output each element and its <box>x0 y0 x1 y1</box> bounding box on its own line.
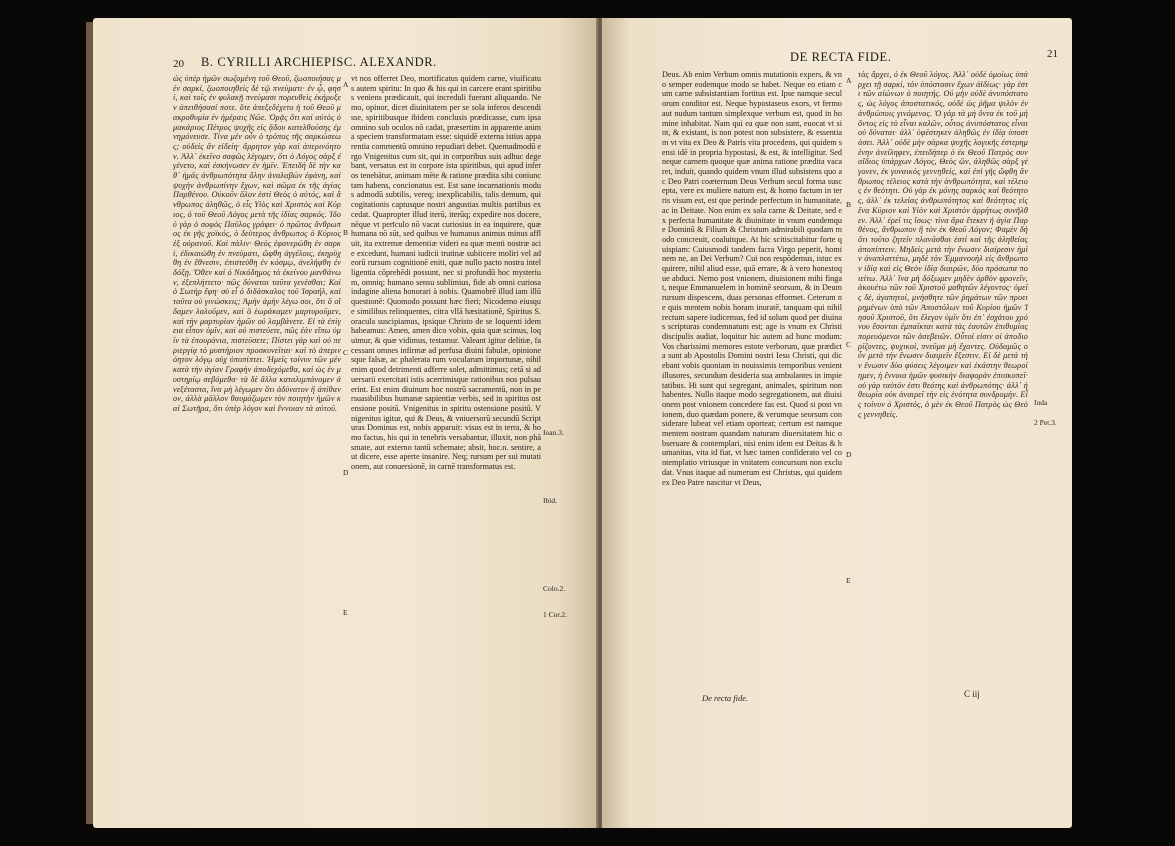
margin-note: Iuda <box>1034 398 1048 407</box>
left-page <box>93 18 598 828</box>
margin-note: Ioan.3. <box>543 428 564 437</box>
margin-note: E <box>846 576 851 585</box>
latin-column: Deus. Ab enim Verbum omnis mutationis expers, & vno semper eodemque modo se habet. Neque eo etiam cum carne subsistantiam fortitus est. Ipse namque seculorum conditor est. Neque hypostaseos exors, vt fermo aut nudum tantum simplexque verbum est, quod in homine inhabitat. Nam qui ea quæ non sunt, euocat vt sint, & existant, is non potest non subsistere, & essentiam vt vita ex Deo & Patris vita procedens, qui quidem sensi idē in propria hypostasi, & est, & intelligitur. Sed neque carnem quoque quæ anima ratione prædita vacaret, induit, quando quidem vnum illud subsistens quo ac Deo Patri coæternum Deus Verbum secul forma suscepta, vere ex muliere natum est, & homo factum in terris visum est, est que perinde perfectum in humanitate, ac in Deitate. Non enim ex sola carne & Deitate, sed ex perfecta humanitate & diuinitate in vnum eundemque Dominū & Filium & Christum admirabili quodam modo concreuit, coaluitque. At hic scitiscitabitur forte quispiam: Cuiusmodi tandem facra Virgo peperit, hominem ne, an Dei Verbum? Cui nos respōdemus, istuc exquirere, nihil aliud esse, quā errare, & à vero honestoque abduci. Nemo post vnionem, diuisionem mihi fingat, neque Emmanuelem in hominē seorsum, & in Deum rursum dispescens, duas personas efformet. Ceterum ne quis mentem nobis horam inuratē, tanquam qui nihil rectum sapere iudicemus, fed id solum quod per diuinas scripturas condemnatum est; age is vnum ex Christi discipulis audiat, loquitur hic autem ad hunc modum: Vos charissimi memores estote verborum, quæ prædicta sunt ab Apostolis Domini nostri Iesu Christi, qui dicebant vobis quoniam in nouissimis temporibus venient illusores, secundum desideria sua ambulantes in impietatibus. Hi sunt qui segregant, animales, spiritum non habentes. Nullo itaque modo segregationem, aut diuisionem post vnionem concedere fas est. Quod si post vnionem, duo quædam ponere, & verumque seorsum considerare lubeat vel etiam oporteat; certum est namque mentem nostram quandam naturam diuersitatem hic obseruare & contemplari, nisi enim idem est Deitas & humanitas, vita id fiat, vt hæc tamen confiderato vel contemplatio vtriusque in vnitatem concursum non excludat. Vnus itaque ad numerum est Christus, qui quidem ex Deo Patre nascitur vt Deus, <box>662 70 842 487</box>
margin-note: Ibid. <box>543 496 557 505</box>
margin-note: C <box>846 340 852 349</box>
right-page <box>602 18 1072 828</box>
margin-note: Colo.2. <box>543 584 566 593</box>
running-head: B. CYRILLI ARCHIEPISC. ALEXANDR. <box>201 55 437 69</box>
margin-note: D <box>343 468 349 477</box>
page-number: 20 <box>173 58 184 70</box>
greek-column: ὡς ὑπὲρ ἡμῶν σωζομένη τοῦ Θεοῦ, ζωοποιήσας μὲν σαρκί, ζωοποιηθεὶς δὲ τῷ πνεύματι· ἐν ᾧ, φησί, καὶ τοῖς ἐν φυλακῇ πνεύμασι πορευθεὶς ἐκήρυξεν ἀπειθήσασί ποτε. ὅτε ἀπεξεδέχετο ἡ τοῦ Θεοῦ μακροθυμία ἐν ἡμέραις Νῶε. Ὁρᾷς ὅτι καὶ αὐτὸς ὁ μακάριος Πέτρος ψυχῆς εἰς ᾅδου κατελθούσης ἐμνημόνευσε. Τίνα μὲν οὖν ὁ τρόπος τῆς σαρκώσεως; οὐδεὶς ἂν εἰδείη· ἄρρητον γὰρ καὶ ἀπερινόητον. Ἀλλ᾽ ἐκεῖνο σαφῶς λέγομεν, ὅτι ὁ Λόγος σὰρξ ἐγένετο, καὶ ἐσκήνωσεν ἐν ἡμῖν. Ἐπειδὴ δὲ τὴν καθ᾽ ἡμᾶς ἀνθρωπότητα ὅλην ἀναλαβὼν ἐφάνη, καὶ ψυχὴν ἀνθρωπίνην ἔχων, καὶ σῶμα ἐκ τῆς ἁγίας Παρθένου. Οὐκοῦν ὅλον ἐστὶ Θεὸς ὁ αὐτός, καὶ ἄνθρωπος ἀληθῶς, ὁ εἷς Υἱὸς καὶ Χριστὸς καὶ Κύριος, ὁ τοῦ Θεοῦ Λόγος μετὰ τῆς ἰδίας σαρκός. Ἰδοὺ γὰρ ὁ σοφὸς Παῦλος γράφει· ὁ πρῶτος ἄνθρωπος ἐκ γῆς χοϊκός, ὁ δεύτερος ἄνθρωπος ὁ Κύριος ἐξ οὐρανοῦ. Καὶ πάλιν· Θεὸς ἐφανερώθη ἐν σαρκί, ἐδικαιώθη ἐν πνεύματι, ὤφθη ἀγγέλοις, ἐκηρύχθη ἐν ἔθνεσιν, ἐπιστεύθη ἐν κόσμῳ, ἀνελήφθη ἐν δόξῃ. Ὅθεν καὶ ὁ Νικόδημος τὰ ἐκείνου μανθάνων, ἐξεπλήττετο· πῶς δύναται ταῦτα γενέσθαι; Καὶ ὁ Σωτὴρ ἔφη· σὺ εἶ ὁ διδάσκαλος τοῦ Ἰσραήλ, καὶ ταῦτα οὐ γινώσκεις; Ἀμὴν ἀμὴν λέγω σοι, ὅτι ὃ οἴδαμεν λαλοῦμεν, καὶ ὃ ἑωράκαμεν μαρτυροῦμεν, καὶ τὴν μαρτυρίαν ἡμῶν οὐ λαμβάνετε. Εἰ τὰ ἐπίγεια εἶπον ὑμῖν, καὶ οὐ πιστεύετε, πῶς ἐὰν εἴπω ὑμῖν τὰ ἐπουράνια, πιστεύσετε; Πίστει γὰρ καὶ οὐ περιεργίᾳ τὸ μυστήριον προσκυνεῖται· καὶ τὸ ἀπερινόητον λόγῳ οὐχ ὑποπίπτει. Ἡμεῖς τοίνυν τῶν μὲν κατὰ τὴν ἁγίαν Γραφὴν ἀποδεχόμεθα, καὶ ὡς ἐν μυστηρίῳ σεβόμεθα· τὰ δὲ ἄλλα καταλιμπάνομεν ἀνεξέταστα, ἵνα μὴ λέγωμεν ὅτι ἀδύνατον ἢ ἀπίθανον, ἀλλὰ μᾶλλον θαυμάζωμεν τὸν ποιητὴν ἡμῶν καὶ Σωτῆρα, ὅτι ὑπὲρ λόγον καὶ ἔννοιαν τὰ αὐτοῦ. <box>173 74 341 413</box>
signature-mark: C iij <box>964 689 980 699</box>
margin-note: 1 Cor.2. <box>543 610 567 619</box>
page-number: 21 <box>1047 48 1058 60</box>
latin-column: vt nos offerret Deo, mortificatus quidem carne, viuificatus autem spiritu: In quo & his qui in carcere erant spiritibus veniens prædicauit, qui increduli fuerant aliquando. Nemo, opinor, dicet diuinitatem per se sola inferos descendisse, spiritibusque ibidem conclusis prædicasse, cum ipsa omnino sub oculos nō cadat, præsertim in apparente anima speciem transformatam esse: siquidē externa istius apparentia commentū omnino repudiari debet. Quemadmodū ergo Vnigenitus cum sit, qui in corporibus suis adhuc degebant, versatus est in corpore ista spiritibus, qui apud inferos tenebātur, animam mēte & ratione prædita sibi coniunctam habens, concionatus est. Est sane incarnationis modus admodū subtilis, vereq; inexplicabilis, talis demum, qui cogitationis captusque nostri angustias multis partibus excedat. Quapropter illud iterū, iterūq; expedire nos docere, nēque vt perīculo nō vacat curiosius in ea inquirere, quæ humana nō sūt, sed quibus ve humanus animus minus affluit, ita extremæ dementiæ videri ea quæ menti nostræ acie excedunt, humani iudicii trutinæ subiicere moliri vel ad eorū rursum cognitionē eniti, quæ nullo pacto nostra intelligentia cōprehēdi possunt, nec si profundū hoc mysterium, omniq; humano sensu sublimius, fide ab omni curiosa indagine aliena honorari à nobis. Quamobrē illud iam illū questionē: Quomodo possunt hæc fieri; Nicodemo eiusque similibus relinquentes, citra vllā hæsitationē, Spiritus S. oracula suscipiamus, ipsique Christo de se loquenti idem habeamus: Amen, amen dico vobis, quia quæ scimus, loquimur, & quæ vidimus, testamur. Valeant igitur delitiæ, facessant omnes infirmæ ad perfusa diuini fabulæ, opinionesque falsæ, ac phalerata rum vocularum importunæ, nihil enim quod detrimenti adferre solet, admittimus; cetā si aduersarii exercitati istis acerrimisque rationibus nos pulsauerint. Est enim diuinum hoc nostrū sacramentū, non in persuasibilibus humanæ sapientiæ verbis, sed in spiritus ostensione positū. Vnigenitus in spiritu ostensione positū. Vnigenitus igitur, qui & Deus, & vniuersorū secundū Scripturas Dominus est, nobis apparuit: visus est in terra, & homo factus, his qui in tenebris versabantur, illuxit, non phāsmate, aut externo tantū schemate; absit, hoc.n. sentire, aut dicere, esse aperte insanire. Neq; rursum per sui mutationem, aut conuersionē, in carnē transformatus est. <box>351 74 541 472</box>
margin-note: A <box>846 76 852 85</box>
margin-note: B <box>846 200 852 209</box>
margin-note: B <box>343 228 349 237</box>
margin-note: D <box>846 450 852 459</box>
margin-letter-a: A <box>343 80 349 89</box>
margin-note: 2 Pet.3. <box>1034 418 1057 427</box>
catchword: De recta fide. <box>702 693 749 703</box>
running-head: DE RECTA FIDE. <box>790 50 892 64</box>
margin-note: C <box>343 348 349 357</box>
greek-column: τὰς ἄρχει, ὁ ἐκ Θεοῦ λόγος. Ἀλλ᾽ οὐδὲ ὁμοίως ὑπάρχει τῇ σαρκί, τὸν ὑπόστασιν ἔχων ἀϊδίως· γὰρ ἐστι τῶν αἰώνων ὁ ποιητής. Οὐ μὴν οὐδὲ ἀνυπόστατος, ὡς λόγος ἀποστατικός, οὐδὲ ὡς ῥῆμα ψιλὸν ἐν ἀνθρώποις γινόμενος. Ὁ γὰρ τὰ μὴ ὄντα ἐκ τοῦ μὴ ὄντος εἰς τὸ εἶναι καλῶν, οὗτος ἀνυπόστατος εἶναι οὐ δύναται· ἀλλ᾽ ὑφέστηκεν ἀληθῶς ἐν ἰδίᾳ ὑποστάσει. Ἀλλ᾽ οὐδὲ μὴν σάρκα ψυχῆς λογικῆς ἐστερημένην ἀνείληφεν, ἐπειδήπερ ὁ ἐκ Θεοῦ Πατρὸς συναΐδιος ὑπάρχων Λόγος, Θεὸς ὢν, ἀληθῶς σὰρξ γέγονεν, ἐκ γυναικὸς γεννηθείς, καὶ ἐπὶ γῆς ὤφθη ἄνθρωπος τέλειος κατὰ τὴν ἀνθρωπότητα, καὶ τέλειος ἐν θεότητι. Οὐ γὰρ ἐκ μόνης σαρκὸς καὶ θεότητος, ἀλλ᾽ ἐκ τελείας ἀνθρωπότητος καὶ θεότητος εἰς ἕνα Κύριον καὶ Υἱὸν καὶ Χριστὸν ἀρρήτως συνῆλθεν. Ἀλλ᾽ ἐρεῖ τις ἴσως· τίνα ἄρα ἔτεκεν ἡ ἁγία Παρθένος, ἄνθρωπον ἢ τὸν ἐκ Θεοῦ Λόγον; Φαμὲν δὴ ὅτι τοῦτο ζητεῖν πλανᾶσθαι ἐστὶ καὶ τῆς ἀληθείας ἀποπίπτειν. Μηδεὶς μετὰ τὴν ἕνωσιν διαίρεσιν ἡμῖν ἀναπλαττέτω, μηδὲ τὸν Ἐμμανουὴλ εἰς ἄνθρωπον ἰδίᾳ καὶ εἰς Θεὸν ἰδίᾳ διαιρῶν, δύο πρόσωπα ποιείτω. Ἀλλ᾽ ἵνα μὴ δόξωμεν μηδὲν ὀρθὸν φρονεῖν, ἀκουέτω τῶν τοῦ Χριστοῦ μαθητῶν λέγοντος· ὑμεῖς δέ, ἀγαπητοί, μνήσθητε τῶν ῥημάτων τῶν προειρημένων ὑπὸ τῶν Ἀποστόλων τοῦ Κυρίου ἡμῶν Ἰησοῦ Χριστοῦ, ὅτι ἔλεγον ὑμῖν ὅτι ἐπ᾽ ἐσχάτου χρόνου ἔσονται ἐμπαῖκται κατὰ τὰς ἑαυτῶν ἐπιθυμίας πορευόμενοι τῶν ἀσεβειῶν. Οὗτοί εἰσιν οἱ ἀποδιορίζοντες, ψυχικοί, πνεῦμα μὴ ἔχοντες. Οὐδαμῶς οὖν μετὰ τὴν ἕνωσιν διαιρεῖν ἔξεστιν. Εἰ δὲ μετὰ τὴν ἕνωσιν δύο φύσεις λέγοιμεν καὶ ἑκάστην θεωροίημεν, ἡ ἔννοια ἡμῶν φυσικὴν διαφορὰν ἐπισκοπεῖ· οὐ γὰρ ταὐτόν ἐστι θεότης καὶ ἀνθρωπότης· ἀλλ᾽ ἡ θεωρία οὐκ ἀναιρεῖ τὴν εἰς ἑνότητα συνδρομήν. Εἷς τοίνυν ὁ Χριστός, ὁ μὲν ἐκ Θεοῦ Πατρὸς ὡς Θεὸς γεννηθείς. <box>858 70 1028 419</box>
margin-note: E <box>343 608 348 617</box>
